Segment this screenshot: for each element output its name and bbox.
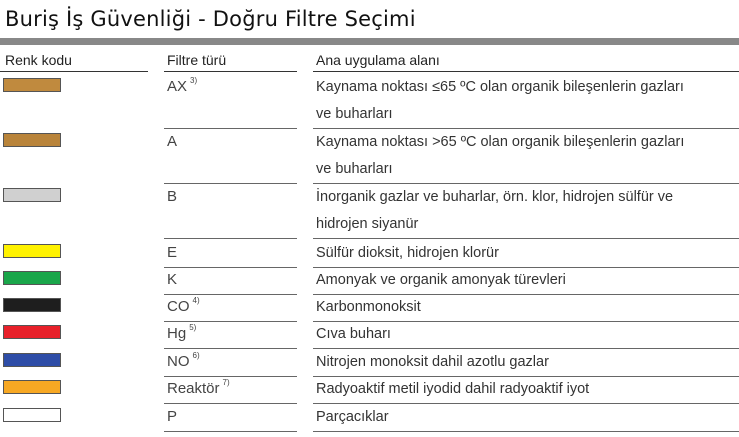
filter-type-label: Reaktör (167, 380, 220, 397)
filter-type-cell (167, 244, 177, 261)
title-underline-bar (0, 38, 739, 45)
header-divider (0, 71, 148, 72)
filter-type-cell (167, 133, 177, 150)
footnote-marker: 4) (192, 296, 200, 305)
row-divider (164, 183, 297, 184)
row-divider (164, 403, 297, 404)
filter-type-label: K (167, 271, 178, 288)
application-cell (316, 294, 736, 321)
application-text-line: hidrojen siyanür (316, 216, 419, 232)
color-swatch (3, 188, 61, 202)
filter-type-cell (167, 353, 200, 370)
color-swatch (3, 353, 61, 367)
row-divider (164, 128, 297, 129)
application-cell (316, 129, 736, 183)
application-text-line: Sülfür dioksit, hidrojen klorür (316, 245, 499, 261)
color-swatch (3, 271, 61, 285)
application-cell (316, 184, 736, 238)
row-divider (164, 294, 297, 295)
filter-type-label: P (167, 408, 178, 425)
filter-type-label: AX (167, 78, 188, 95)
color-swatch (3, 78, 61, 92)
filter-type-cell (167, 380, 230, 397)
application-text-line: Radyoaktif metil iyodid dahil radyoaktif iyot (316, 381, 590, 397)
application-cell (316, 267, 736, 294)
application-text-line: Cıva buharı (316, 326, 391, 342)
application-text-line: Kaynama noktası ≤65 ºC olan organik bileşenlerin gazları (316, 79, 684, 95)
color-swatch (3, 380, 61, 394)
filter-type-label: E (167, 244, 178, 261)
header-application: Ana uygulama alanı (316, 52, 440, 68)
application-text-line: ve buharları (316, 106, 393, 122)
footnote-marker: 7) (222, 378, 230, 387)
row-divider (164, 376, 297, 377)
filter-type-cell (167, 78, 197, 95)
color-swatch (3, 244, 61, 258)
filter-type-cell (167, 298, 200, 315)
color-swatch (3, 133, 61, 147)
filter-type-cell (167, 408, 177, 425)
footnote-marker: 5) (189, 323, 197, 332)
row-divider (164, 267, 297, 268)
filter-type-cell (167, 271, 177, 288)
color-swatch (3, 298, 61, 312)
row-divider (164, 348, 297, 349)
application-text-line: Karbonmonoksit (316, 299, 421, 315)
row-divider (164, 431, 297, 432)
footnote-marker: 3) (190, 76, 198, 85)
filter-type-label: NO (167, 353, 190, 370)
filter-type-cell (167, 188, 177, 205)
filter-type-label: CO (167, 298, 190, 315)
application-cell (316, 349, 736, 376)
filter-type-label: B (167, 188, 178, 205)
row-divider (164, 321, 297, 322)
application-text-line: İnorganik gazlar ve buharlar, örn. klor, hidrojen sülfür ve (316, 189, 674, 205)
filter-type-cell (167, 325, 196, 342)
filter-type-label: Hg (167, 325, 187, 342)
header-divider (313, 71, 739, 72)
color-swatch (3, 408, 61, 422)
filter-type-label: A (167, 133, 178, 150)
application-cell (316, 240, 736, 267)
application-cell (316, 404, 736, 431)
application-cell (316, 376, 736, 403)
row-divider (313, 238, 739, 239)
application-cell (316, 321, 736, 348)
application-text-line: Kaynama noktası >65 ºC olan organik bileşenlerin gazları (316, 134, 685, 150)
application-cell (316, 74, 736, 128)
page-title: Buriş İş Güvenliği - Doğru Filtre Seçimi (5, 7, 416, 31)
row-divider (313, 431, 739, 432)
application-text-line: Nitrojen monoksit dahil azotlu gazlar (316, 354, 549, 370)
footnote-marker: 6) (192, 351, 200, 360)
header-color-code: Renk kodu (5, 52, 72, 68)
row-divider (164, 238, 297, 239)
header-divider (164, 71, 297, 72)
color-swatch (3, 325, 61, 339)
header-filter-type: Filtre türü (167, 52, 227, 68)
application-text-line: Amonyak ve organik amonyak türevleri (316, 272, 566, 288)
application-text-line: ve buharları (316, 161, 393, 177)
application-text-line: Parçacıklar (316, 409, 389, 425)
